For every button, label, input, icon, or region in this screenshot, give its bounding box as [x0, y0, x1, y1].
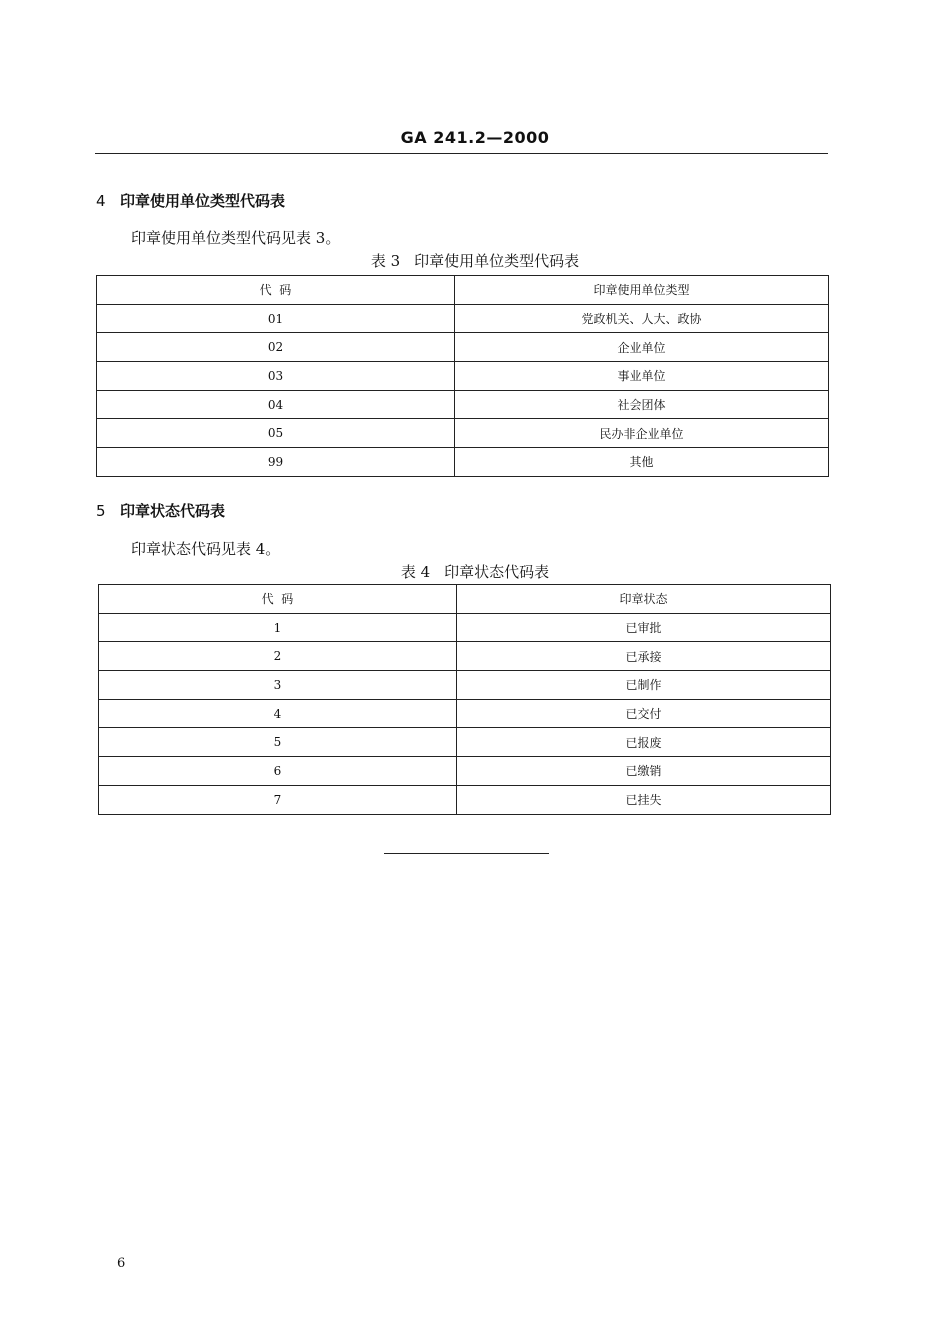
page-number: 6: [117, 1256, 126, 1271]
table-3-name-cell: 事业单位: [455, 362, 829, 391]
header-rule: [95, 153, 828, 154]
table-row: [97, 362, 829, 391]
table-4: [98, 584, 831, 815]
table-4-code-cell: 7: [99, 785, 457, 814]
section-5-title: 印章状态代码表: [120, 502, 226, 520]
table-3-code-cell: 04: [97, 390, 455, 419]
table-row: [97, 333, 829, 362]
table-4-header-code: 代 码: [99, 585, 457, 614]
table-3-name-cell: 其他: [455, 448, 829, 477]
table-3-code-cell: 02: [97, 333, 455, 362]
table-3-code-cell: 05: [97, 419, 455, 448]
table-4-name-cell: 已缴销: [457, 757, 831, 786]
table-4-header-row: [99, 585, 831, 614]
table-4-name-cell: 已交付: [457, 699, 831, 728]
section-4-title: 印章使用单位类型代码表: [120, 192, 286, 210]
table-3-name-cell: 社会团体: [455, 390, 829, 419]
table-row: [97, 304, 829, 333]
table-3-code-cell: 03: [97, 362, 455, 391]
table-4-name-cell: 已挂失: [457, 785, 831, 814]
table-4-code-cell: 6: [99, 757, 457, 786]
table-4-name-cell: 已承接: [457, 642, 831, 671]
table-3-header-name: 印章使用单位类型: [455, 276, 829, 305]
end-rule: [384, 853, 549, 854]
section-4-number: 4: [96, 192, 106, 210]
table-4-code-cell: 4: [99, 699, 457, 728]
table-row: [99, 699, 831, 728]
table-4-name-cell: 已制作: [457, 671, 831, 700]
table-4-code-cell: 5: [99, 728, 457, 757]
table-4-caption: [0, 561, 950, 582]
table-4-caption-label: 表 4: [400, 563, 431, 581]
section-4-intro: 印章使用单位类型代码见表 3。: [131, 229, 341, 247]
table-4-header-name: 印章状态: [457, 585, 831, 614]
table-row: [97, 419, 829, 448]
table-3-header-code: 代 码: [97, 276, 455, 305]
section-4-heading: [96, 190, 285, 211]
table-row: [99, 671, 831, 700]
table-row: [97, 390, 829, 419]
table-3-name-cell: 民办非企业单位: [455, 419, 829, 448]
table-4-code-cell: 2: [99, 642, 457, 671]
table-3-name-cell: 党政机关、人大、政协: [455, 304, 829, 333]
section-5-intro: 印章状态代码见表 4。: [131, 540, 281, 558]
table-row: [97, 448, 829, 477]
table-4-name-cell: 已报废: [457, 728, 831, 757]
table-3-caption-label: 表 3: [370, 252, 401, 270]
section-5-heading: [96, 500, 225, 521]
table-4-code-cell: 3: [99, 671, 457, 700]
table-4-name-cell: 已审批: [457, 613, 831, 642]
table-3-code-cell: 99: [97, 448, 455, 477]
table-3-header-row: [97, 276, 829, 305]
table-row: [99, 642, 831, 671]
standard-code: GA 241.2—2000: [400, 128, 550, 147]
table-4-code-cell: 1: [99, 613, 457, 642]
section-5-number: 5: [96, 502, 106, 520]
table-row: [99, 613, 831, 642]
table-3-name-cell: 企业单位: [455, 333, 829, 362]
table-3: [96, 275, 829, 477]
table-3-caption-title: 印章使用单位类型代码表: [414, 252, 580, 270]
table-3-caption: [0, 250, 950, 271]
table-row: [99, 757, 831, 786]
table-3-code-cell: 01: [97, 304, 455, 333]
table-row: [99, 728, 831, 757]
table-4-caption-title: 印章状态代码表: [444, 563, 550, 581]
table-row: [99, 785, 831, 814]
